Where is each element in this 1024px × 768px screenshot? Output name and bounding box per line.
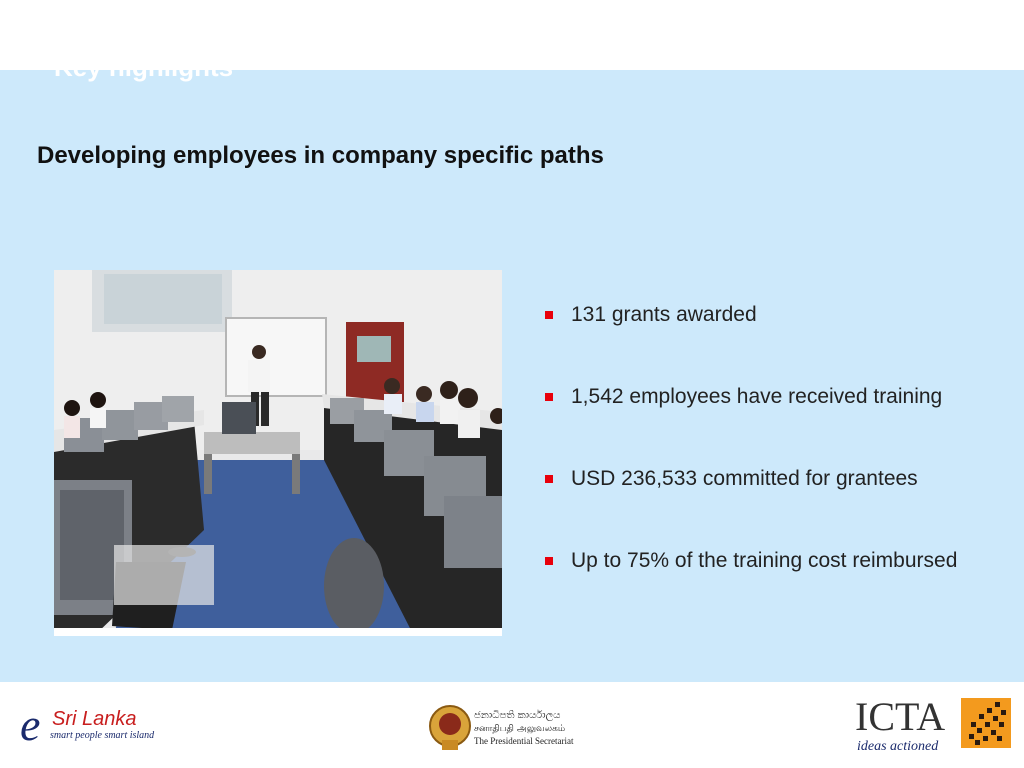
list-item (545, 462, 995, 496)
highlights-list (545, 298, 995, 626)
bullet-text: 131 grants awarded (571, 303, 757, 326)
classroom-photo (54, 270, 502, 636)
pres-tamil: சனாதிபதி அலுவலகம் (474, 724, 566, 734)
list-item (545, 298, 995, 332)
bullet-text: Up to 75% of the training cost reimbursed (571, 549, 958, 572)
pres-english: The Presidential Secretariat (474, 736, 574, 746)
svg-text:e: e (20, 699, 41, 750)
e-sri-lanka-logo (18, 698, 178, 750)
bullet-marker (545, 393, 553, 401)
pres-sinhala: ජනාධිපති කාර්යාලය (474, 710, 561, 721)
bullet-marker (545, 557, 553, 565)
esl-name: Sri Lanka (52, 708, 137, 730)
bullet-text: USD 236,533 committed for grantees (571, 467, 918, 490)
slide-title: Key highlights (54, 52, 234, 82)
bullet-marker (545, 311, 553, 319)
bullet-text: 1,542 employees have received training (571, 385, 943, 408)
bullet-marker (545, 475, 553, 483)
list-item (545, 544, 995, 578)
slide-heading: Developing employees in company specific paths (37, 142, 604, 169)
icta-logo (855, 692, 1015, 756)
icta-tagline: ideas actioned (857, 739, 939, 754)
presidential-secretariat-logo (428, 698, 588, 756)
icta-name: ICTA (855, 694, 946, 739)
list-item (545, 380, 995, 414)
esl-tagline: smart people smart island (50, 730, 155, 741)
